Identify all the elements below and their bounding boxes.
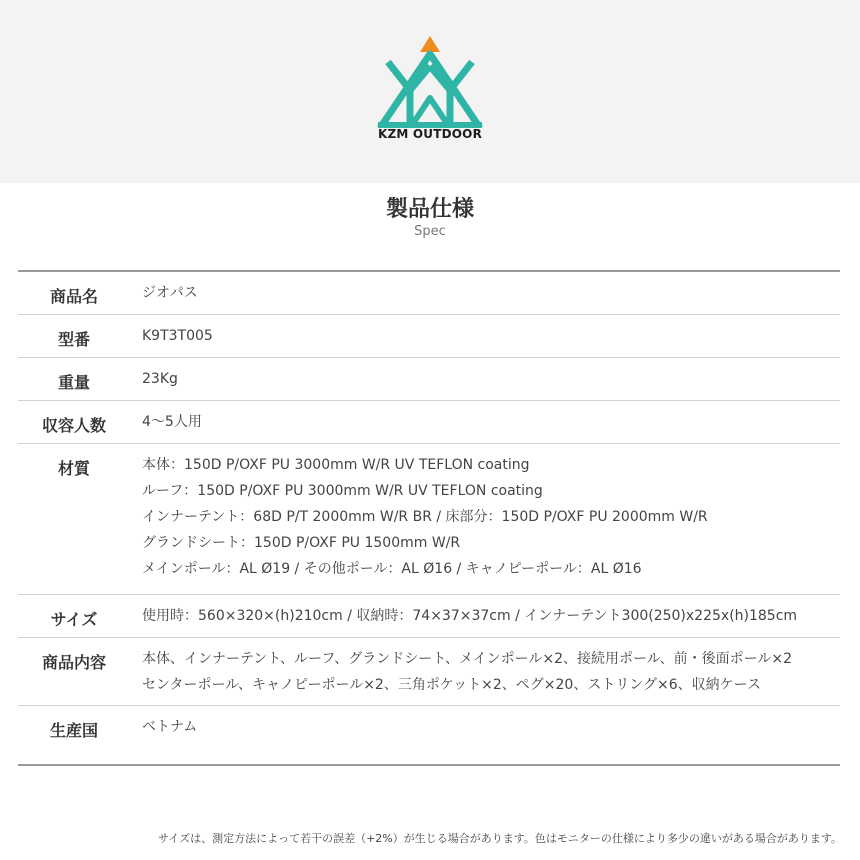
material-line: インナーテント：68D P/T 2000mm W/R BR / 床部分：150D P/OXF PU 2000mm W/R [142,509,708,525]
spec-value: 4〜5人用 [142,414,202,430]
spec-value [130,638,840,705]
spec-label: サイズ [50,610,98,629]
spec-row-capacity [18,400,840,443]
spec-label: 型番 [57,330,90,349]
contents-line: 本体、インナーテント、ルーフ、グランドシート、メインポール×2、接続用ポール、前・後面ポール×2 [142,651,792,667]
spec-value: ベトナム [142,719,198,735]
spec-label: 収容人数 [41,416,106,435]
spec-row-product-name [18,272,840,314]
spec-label: 商品内容 [41,653,106,672]
spec-row-model [18,314,840,357]
material-line: メインポール：AL Ø19 / その他ポール：AL Ø16 / キャノピーポール：AL Ø16 [142,561,642,577]
spec-label: 重量 [57,373,90,392]
material-line: 本体：150D P/OXF PU 3000mm W/R UV TEFLON coating [142,457,530,473]
spec-value: ジオパス [142,285,198,301]
page-subtitle: Spec [414,224,446,239]
material-line: グランドシート：150D P/OXF PU 1500mm W/R [142,535,461,551]
spec-row-material [18,443,840,594]
tent-logo-icon [370,32,490,128]
spec-row-weight [18,357,840,400]
spec-row-size [18,594,840,637]
kzm-logo [370,32,490,144]
spec-value [130,444,840,594]
spec-label: 材質 [57,459,90,478]
spec-label: 商品名 [49,287,98,306]
logo-text: KZM OUTDOOR [377,127,483,141]
spec-label: 生産国 [49,721,98,740]
contents-line: センターポール、キャノピーポール×2、三角ポケット×2、ペグ×20、ストリング×6、収納ケース [142,677,761,693]
material-line: ルーフ：150D P/OXF PU 3000mm W/R UV TEFLON coating [142,483,543,499]
spec-value: 使用時：560×320×(h)210cm / 収納時：74×37×37cm / インナーテント300(250)x225x(h)185cm [142,608,798,624]
footnote: サイズは、測定方法によって若干の誤差（+2%）が生じる場合があります。色はモニターの仕様により多少の違いがある場合があります。 [157,832,842,845]
spec-row-origin [18,705,840,764]
header-band [0,0,860,183]
page-title: 製品仕様 [385,197,474,222]
spec-value: K9T3T005 [142,328,213,344]
spec-value: 23Kg [142,371,178,387]
spec-row-contents [18,637,840,705]
spec-table [18,270,840,766]
